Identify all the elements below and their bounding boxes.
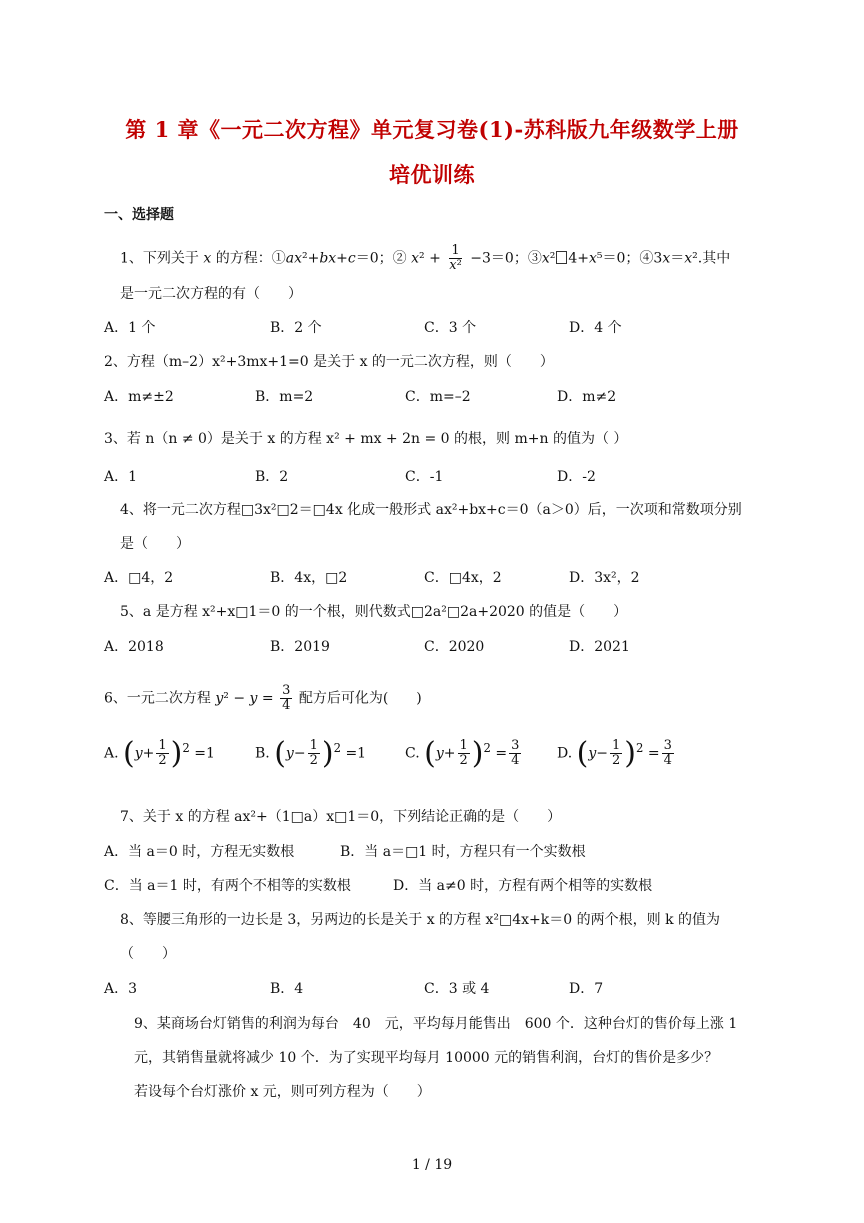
question-2-option-c: C．m=–2 xyxy=(405,389,471,405)
document-title: 第 1 章《一元二次方程》单元复习卷(1)-苏科版九年级数学上册 xyxy=(125,117,739,142)
question-5-option-b: B．2019 xyxy=(270,639,330,655)
question-2-option-b: B．m=2 xyxy=(255,389,314,405)
document-subtitle: 培优训练 xyxy=(389,162,475,187)
question-3-option-c: C．-1 xyxy=(405,469,444,485)
question-1-option-a: A．1 个 xyxy=(104,320,156,336)
question-5-stem: 5、a 是方程 x²+x□1＝0 的一个根，则代数式□2a²□2a+2020 的值是（ ） xyxy=(120,604,628,620)
question-1-stem: 1、下列关于 x 的方程：①ax²+bx+c＝0；② x² + $\frac{1}{\text{x²}}$ −3＝0；③x² 4+x⁵＝0；④3x＝x².其中 xyxy=(120,243,731,273)
question-5-option-a: A．2018 xyxy=(104,639,164,655)
question-8-option-a: A．3 xyxy=(104,981,138,997)
question-6-stem: 6、一元二次方程 y² − y = $\frac{3}{4}$ 配方后可化为( ) xyxy=(104,683,422,713)
question-4-option-c: C．□4x，2 xyxy=(424,570,502,586)
question-7-stem: 7、关于 x 的方程 ax²+（1□a）x□1＝0，下列结论正确的是（ ） xyxy=(120,809,562,825)
question-2-stem: 2、方程（m–2）x²+3mx+1=0 是关于 x 的一元二次方程，则（ ） xyxy=(104,354,554,370)
question-8-stem: 8、等腰三角形的一边长是 3，另两边的长是关于 x 的方程 x²□4x+k＝0 的两个根，则 k 的值为 xyxy=(120,912,721,928)
question-1-stem-cont: 是一元二次方程的有（ ） xyxy=(120,286,302,302)
question-4-stem-cont: 是（ ） xyxy=(120,536,190,552)
section-heading: 一、选择题 xyxy=(104,207,174,223)
question-6-option-c: C. (y+ $\frac{1}{2}$ )$^2$ = $\frac{3}{4}$ xyxy=(405,736,520,771)
question-6-option-d: D. (y− $\frac{1}{2}$ )$^2$ = $\frac{3}{4}$ xyxy=(557,736,672,771)
question-8-option-b: B．4 xyxy=(270,981,304,997)
question-1-option-b: B．2 个 xyxy=(270,320,322,336)
question-6-option-b: B. (y− $\frac{1}{2}$ )$^2$ =1 xyxy=(255,736,367,771)
question-3-stem: 3、若 n（n ≠ 0）是关于 x 的方程 x² + mx + 2n = 0 的根，则 m+n 的值为（ ） xyxy=(104,431,628,447)
question-5-option-c: C．2020 xyxy=(424,639,485,655)
question-9-stem-cont: 元，其销售量就将减少 10 个．为了实现平均每月 10000 元的销售利润，台灯的售价是多少？ xyxy=(134,1050,719,1066)
question-2-option-a: A．m≠±2 xyxy=(104,389,174,405)
question-6-option-a: A. (y+ $\frac{1}{2}$ )$^2$ =1 xyxy=(104,736,215,771)
question-8-stem-cont: （ ） xyxy=(120,946,176,962)
question-4-stem: 4、将一元二次方程□3x²□2＝□4x 化成一般形式 ax²+bx+c＝0（a＞0）后，一次项和常数项分别 xyxy=(120,502,742,518)
question-4-option-d: D．3x²，2 xyxy=(569,570,640,586)
question-3-option-d: D．-2 xyxy=(557,469,596,485)
question-4-option-a: A．□4，2 xyxy=(104,570,174,586)
question-1-option-d: D．4 个 xyxy=(569,320,622,336)
question-7-option-d: D．当 a≠0 时，方程有两个相等的实数根 xyxy=(393,878,653,894)
question-7-option-a: A．当 a＝0 时，方程无实数根 xyxy=(104,844,295,860)
question-7-option-c: C．当 a＝1 时，有两个不相等的实数根 xyxy=(104,878,351,894)
question-9-stem-cont2: 若设每个台灯涨价 x 元，则可列方程为（ ） xyxy=(134,1084,431,1100)
question-3-option-a: A．1 xyxy=(104,469,138,485)
question-1-option-c: C．3 个 xyxy=(424,320,477,336)
question-7-option-b: B．当 a＝□1 时，方程只有一个实数根 xyxy=(340,844,586,860)
question-9-stem: 9、某商场台灯销售的利润为每台 40 元，平均每月能售出 600 个．这种台灯的售价每上涨 1 xyxy=(134,1016,738,1032)
page-number: 1 / 19 xyxy=(411,1157,453,1173)
question-8-option-d: D．7 xyxy=(569,981,604,997)
question-3-option-b: B．2 xyxy=(255,469,289,485)
question-2-option-d: D．m≠2 xyxy=(557,389,617,405)
question-5-option-d: D．2021 xyxy=(569,639,630,655)
question-4-option-b: B．4x，□2 xyxy=(270,570,348,586)
question-8-option-c: C．3 或 4 xyxy=(424,981,490,997)
